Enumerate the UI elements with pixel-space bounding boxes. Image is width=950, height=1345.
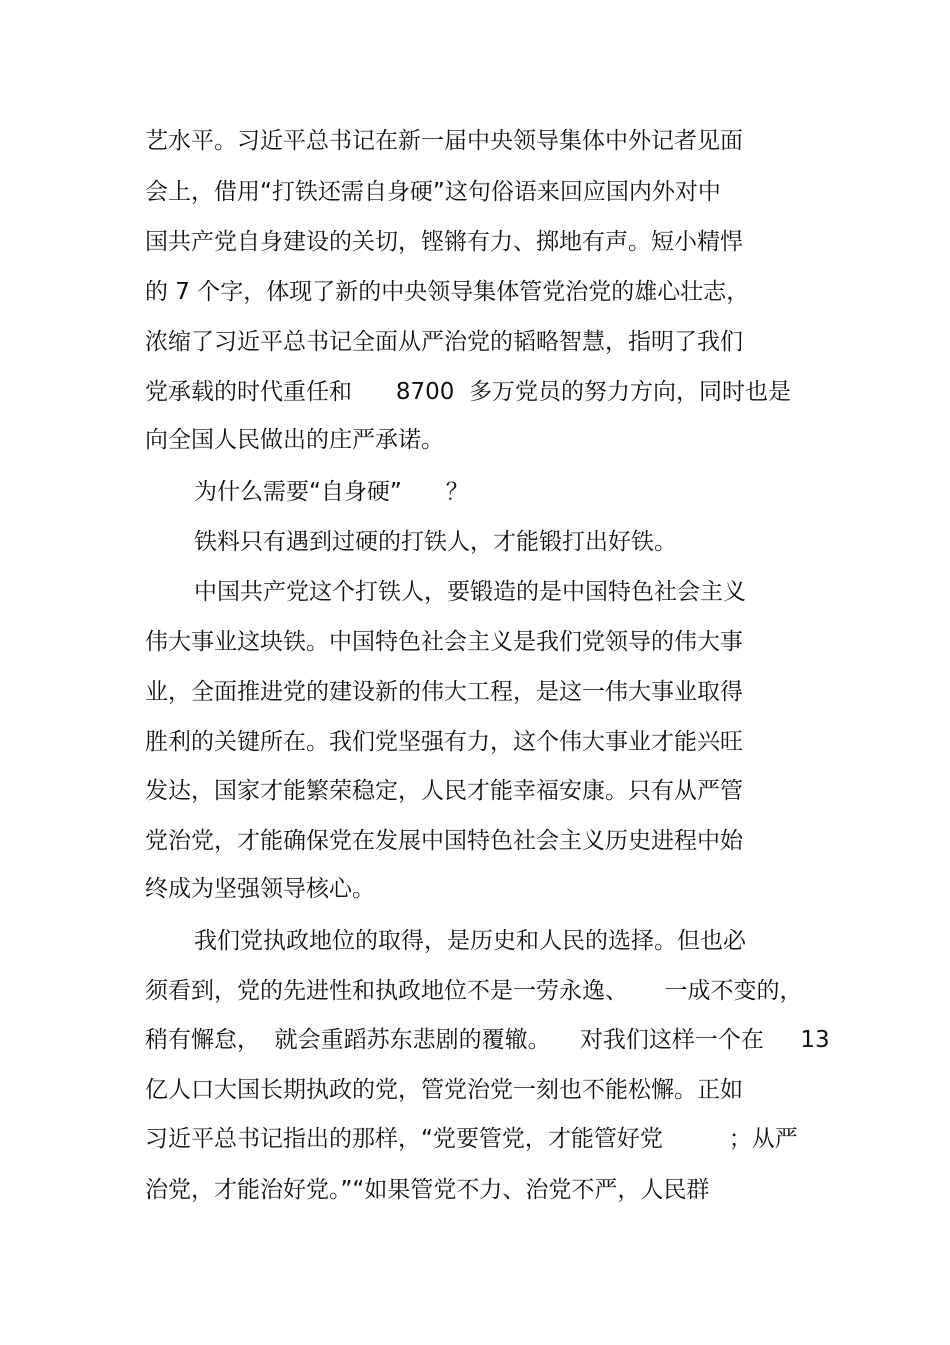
text-line: 铁料只有遇到过硬的打铁人，才能锻打出好铁。 <box>194 529 677 555</box>
text-line: 习近平总书记指出的那样，“党要管党，才能管好党 ；从严 <box>145 1126 798 1152</box>
text-line: 稍有懈怠， 就会重蹈苏东悲剧的覆辙。 对我们这样一个在 13 <box>145 1027 830 1053</box>
text-line: 亿人口大国长期执政的党，管党治党一刻也不能松懈。正如 <box>145 1077 743 1103</box>
text-line: 业，全面推进党的建设新的伟大工程，是这一伟大事业取得 <box>145 679 743 705</box>
text-line: 我们党执政地位的取得，是历史和人民的选择。但也必 <box>194 928 746 954</box>
text-line: 党承载的时代重任和 8700 多万党员的努力方向，同时也是 <box>145 379 792 405</box>
text-line: 中国共产党这个打铁人，要锻造的是中国特色社会主义 <box>194 579 746 605</box>
text-line: 治党，才能治好党。”“如果管党不力、治党不严，人民群 <box>145 1177 710 1203</box>
text-line: 终成为坚强领导核心。 <box>145 876 375 902</box>
text-line: 胜利的关键所在。我们党坚强有力，这个伟大事业才能兴旺 <box>145 729 743 755</box>
text-line: 国共产党自身建设的关切，铿锵有力、掷地有声。短小精悍 <box>145 229 743 255</box>
text-line: 的 7 个字，体现了新的中央领导集体管党治党的雄心壮志， <box>145 279 750 305</box>
text-line: 向全国人民做出的庄严承诺。 <box>145 427 444 453</box>
text-line: 发达，国家才能繁荣稳定，人民才能幸福安康。只有从严管 <box>145 778 743 804</box>
text-line: 浓缩了习近平总书记全面从严治党的韬略智慧，指明了我们 <box>145 329 743 355</box>
text-line: 党治党，才能确保党在发展中国特色社会主义历史进程中始 <box>145 828 743 854</box>
text-line: 须看到，党的先进性和执政地位不是一劳永逸、 一成不变的， <box>145 978 803 1004</box>
text-line: 艺水平。习近平总书记在新一届中央领导集体中外记者见面 <box>145 128 743 154</box>
text-line: 伟大事业这块铁。中国特色社会主义是我们党领导的伟大事 <box>145 629 743 655</box>
text-line: 会上，借用“打铁还需自身硬”这句俗语来回应国内外对中 <box>145 179 721 205</box>
section-heading: 为什么需要“自身硬” ？ <box>194 479 469 505</box>
